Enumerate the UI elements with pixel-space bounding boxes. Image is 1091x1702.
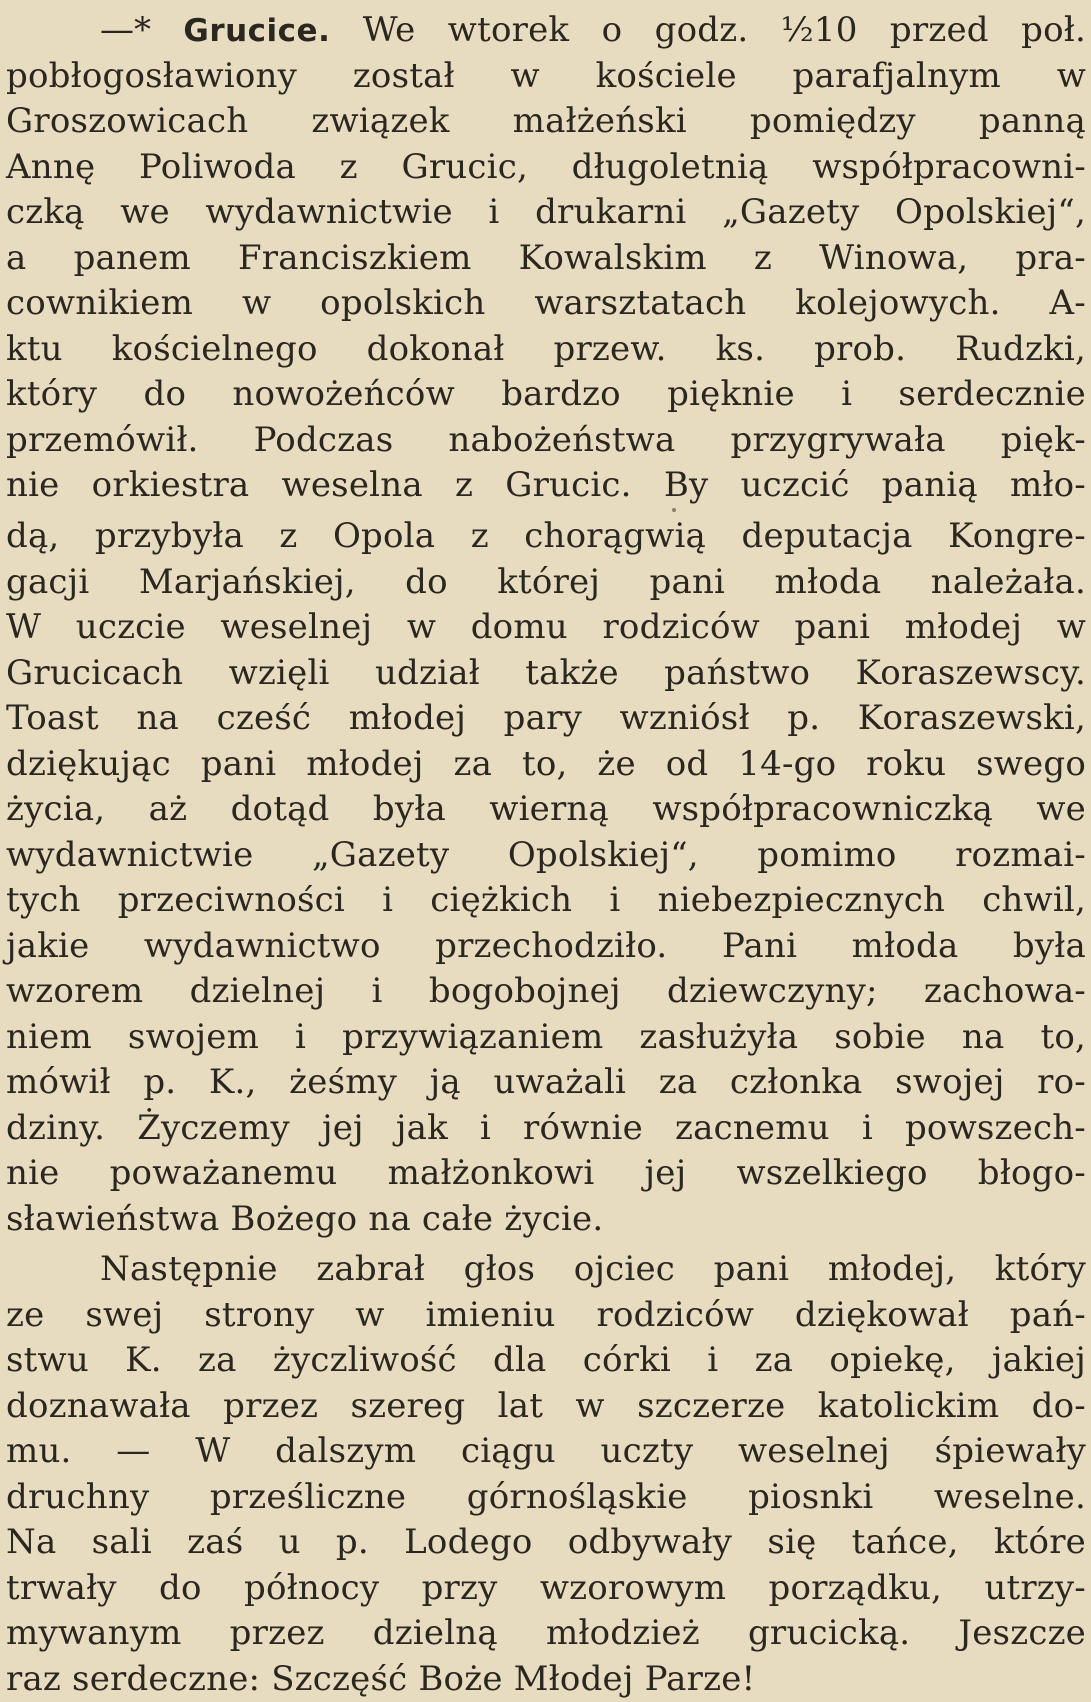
text-line: pobłogosławiony został w kościele parafjalnym w [6,54,1086,100]
text-line: druchny prześliczne górnośląskie piosnki weselne. [6,1475,1086,1521]
text-line: dziny. Życzemy jej jak i równie zacnemu i powszech- [6,1106,1086,1152]
text-line: cownikiem w opolskich warsztatach kolejowych. A- [6,281,1086,327]
article-part-1 [6,8,1086,509]
text-line: Grucicach wzięli udział także państwo Koraszewscy. [6,651,1086,697]
text-line: mówił p. K., żeśmy ją uważali za członka swojej ro- [6,1060,1086,1106]
text-line: który do nowożeńców bardzo pięknie i serdecznie [6,372,1086,418]
text-line: czką we wydawnictwie i drukarni „Gazety Opolskiej“, [6,190,1086,236]
text-line: raz serdeczne: Szczęść Boże Młodej Parze! [6,1657,1086,1702]
text-line: Groszowicach związek małżeński pomiędzy panną [6,99,1086,145]
text-line: We wtorek o godz. ½10 przed poł. [330,10,1086,50]
lead-dash: —* [100,10,151,50]
text-line: mywanym przez dzielną młodzież grucicką. Jeszcze [6,1611,1086,1657]
text-line: Toast na cześć młodej pary wzniósł p. Koraszewski, [6,696,1086,742]
text-line: nie orkiestra weselna z Grucic. By uczcić panią mło- [6,463,1086,509]
text-line: doznawała przez szereg lat w szczerze katolickim do- [6,1384,1086,1430]
article-part-2 [6,514,1086,1242]
text-line: Annę Poliwoda z Grucic, długoletnią współpracowni- [6,145,1086,191]
text-line: Na sali zaś u p. Lodego odbywały się tańce, które [6,1520,1086,1566]
text-line: wzorem dzielnej i bogobojnej dziewczyny; zachowa- [6,969,1086,1015]
text-line: nie poważanemu małżonkowi jej wszelkiego błogo- [6,1151,1086,1197]
text-line: mu. — W dalszym ciągu uczty weselnej śpiewały [6,1429,1086,1475]
text-line: stwu K. za życzliwość dla córki i za opiekę, jakiej [6,1338,1086,1384]
column-break-dot [672,508,676,512]
text-line: dą, przybyła z Opola z chorągwią deputacja Kongre- [6,514,1086,560]
text-line: jakie wydawnictwo przechodziło. Pani młoda była [6,924,1086,970]
text-line: Następnie zabrał głos ojciec pani młodej, który [6,1247,1086,1293]
text-line: a panem Franciszkiem Kowalskim z Winowa, pra- [6,236,1086,282]
text-line: sławieństwa Bożego na całe życie. [6,1197,1086,1243]
text-line: niem swojem i przywiązaniem zasłużyła sobie na to, [6,1015,1086,1061]
text-line: tych przeciwności i ciężkich i niebezpiecznych chwil, [6,878,1086,924]
article-headline: Grucice. [183,13,330,49]
text-line: ktu kościelnego dokonał przew. ks. prob. Rudzki, [6,327,1086,373]
text-line: gacji Marjańskiej, do której pani młoda należała. [6,560,1086,606]
text-line: przemówił. Podczas nabożeństwa przygrywała pięk- [6,418,1086,464]
text-line: W uczcie weselnej w domu rodziców pani młodej w [6,605,1086,651]
text-line: dziękując pani młodej za to, że od 14-go roku swego [6,742,1086,788]
text-line: ze swej strony w imieniu rodziców dziękował pań- [6,1293,1086,1339]
text-line: życia, aż dotąd była wierną współpracowniczką we [6,787,1086,833]
article-first-line [6,8,1086,54]
text-line: trwały do północy przy wzorowym porządku, utrzy- [6,1566,1086,1612]
article-part-3 [6,1247,1086,1702]
text-line: wydawnictwie „Gazety Opolskiej“, pomimo rozmai- [6,833,1086,879]
